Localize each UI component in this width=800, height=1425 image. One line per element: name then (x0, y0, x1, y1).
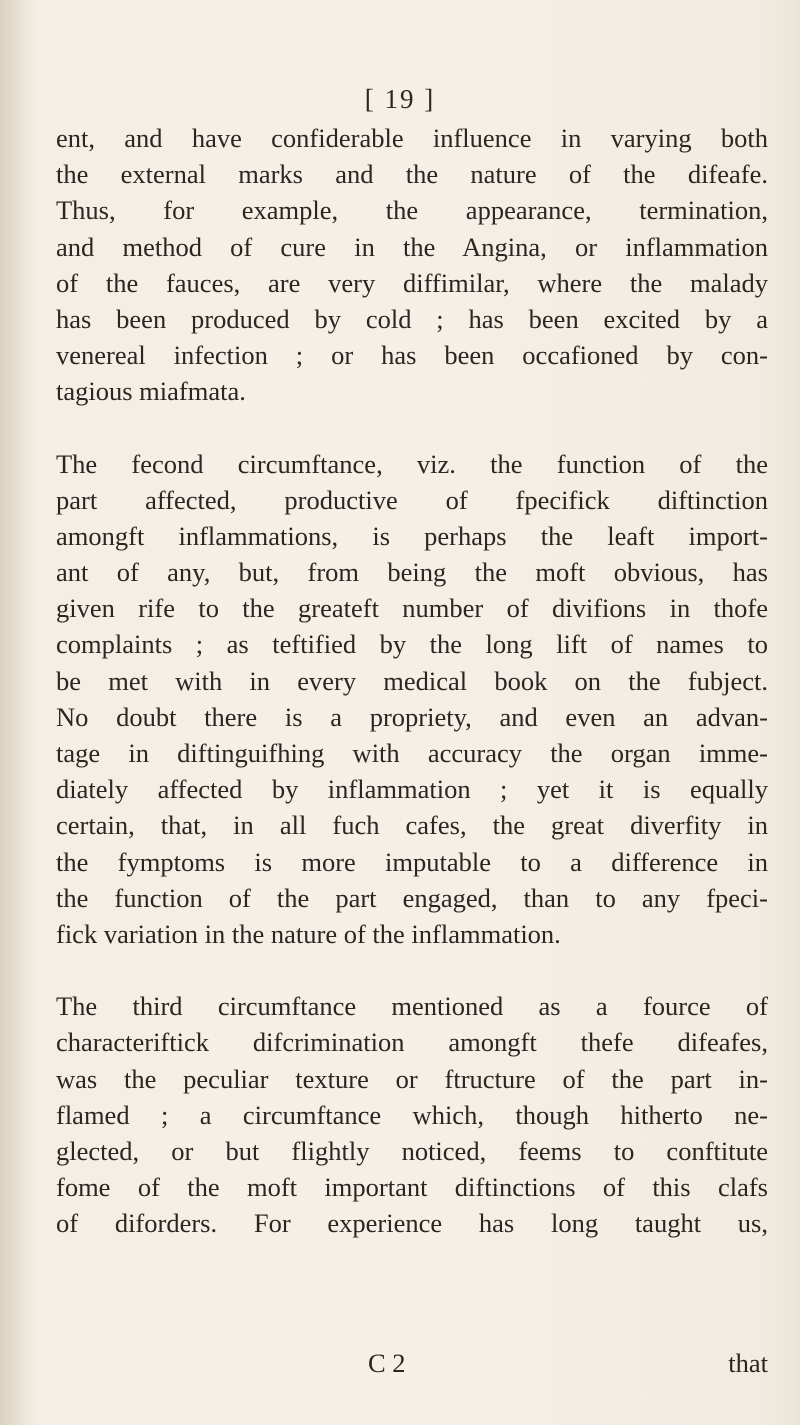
gutter-shadow (0, 0, 30, 1425)
text-line: has been produced by cold ; has been excited by a (56, 303, 768, 334)
catchword: that (728, 1348, 768, 1378)
signature-mark: C 2 (368, 1348, 406, 1378)
text-line: venereal infection ; or has been occafioned by con- (56, 340, 768, 371)
text-line: ant of any, but, from being the moft obvious, has (56, 557, 768, 588)
text-line: the external marks and the nature of the difeafe. (56, 159, 768, 190)
body-text (56, 120, 768, 1241)
text-line: amongft inflammations, is perhaps the leaft import- (56, 520, 768, 551)
page-footer (56, 1345, 768, 1381)
text-line: was the peculiar texture or ftructure of the part in- (56, 1063, 768, 1094)
text-line: and method of cure in the Angina, or inflammation (56, 231, 768, 262)
text-line: complaints ; as teftified by the long lift of names to (56, 629, 768, 660)
text-line: The fecond circumftance, viz. the function of the (56, 448, 768, 479)
text-line: fome of the moft important diftinctions of this clafs (56, 1172, 768, 1203)
text-line: tage in diftinguifhing with accuracy the organ imme- (56, 738, 768, 768)
text-line: the function of the part engaged, than to any fpeci- (56, 882, 768, 913)
text-line: certain, that, in all fuch cafes, the great diverfity in (56, 810, 768, 841)
text-line: part affected, productive of fpecifick diftinction (56, 484, 768, 515)
paragraph-spacer (56, 410, 768, 446)
paragraph-2 (56, 446, 768, 953)
text-line: No doubt there is a propriety, and even an advan- (56, 701, 768, 732)
text-line: Thus, for example, the appearance, termination, (56, 195, 768, 226)
text-line: The third circumftance mentioned as a fource of (56, 991, 768, 1022)
text-line: flamed ; a circumftance which, though hitherto ne- (56, 1099, 768, 1130)
text-line: of the fauces, are very diffimilar, where the malady (56, 267, 768, 298)
paragraph-spacer (56, 952, 768, 988)
page-number: [ 19 ] (364, 84, 436, 114)
text-line: given rife to the greateft number of divifions in thofe (56, 593, 768, 624)
text-line: tagious miafmata. (56, 376, 246, 407)
text-line: of diforders. For experience has long taught us, (56, 1208, 768, 1239)
text-line: fick variation in the nature of the inflammation. (56, 918, 561, 949)
text-line: glected, or but flightly noticed, feems to conftitute (56, 1135, 768, 1166)
text-line: ent, and have confiderable influence in varying both (56, 123, 768, 153)
text-line: diately affected by inflammation ; yet it is equally (56, 774, 768, 805)
text-line: be met with in every medical book on the fubject. (56, 665, 768, 696)
paragraph-3 (56, 988, 768, 1241)
paragraph-1 (56, 120, 768, 410)
text-line: characteriftick difcrimination amongft thefe difeafes, (56, 1027, 768, 1058)
text-line: the fymptoms is more imputable to a difference in (56, 846, 768, 877)
